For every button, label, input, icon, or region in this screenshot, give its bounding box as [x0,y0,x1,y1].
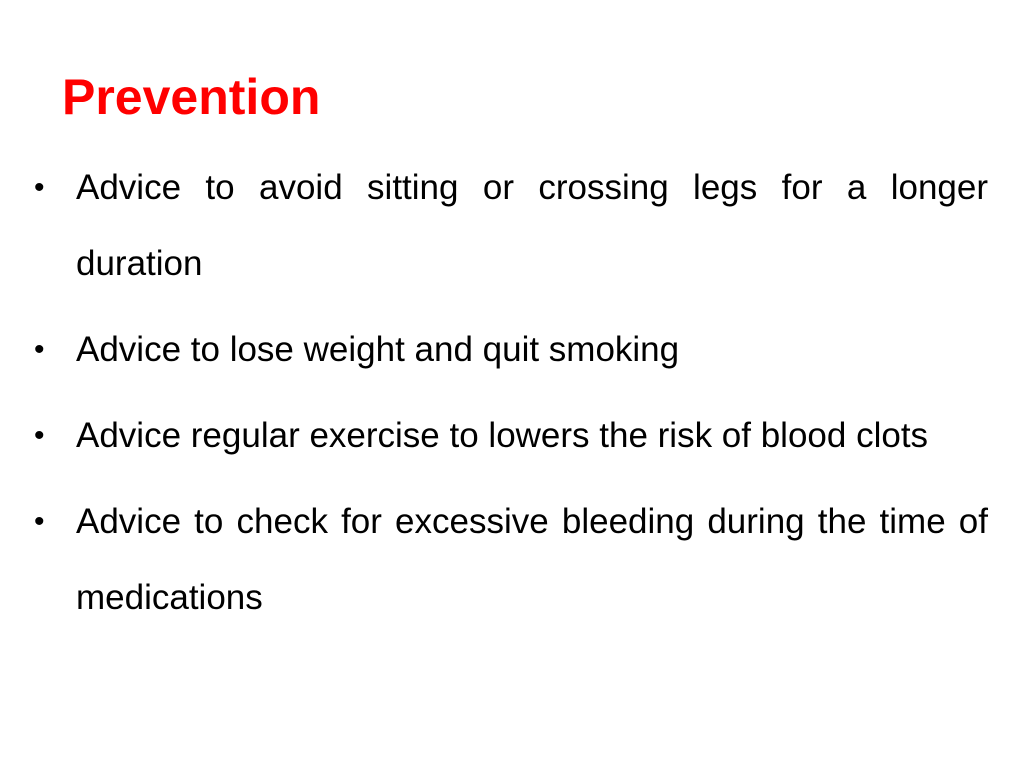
bullet-icon: • [34,505,45,538]
bullet-item [34,398,988,474]
slide-title: Prevention [62,69,321,125]
bullet-item [34,484,988,636]
bullet-item [34,150,988,302]
bullet-text: Advice to avoid sitting or crossing legs for a longer duration [76,168,988,283]
bullet-item [34,312,988,388]
bullet-text: Advice regular exercise to lowers the risk of blood clots [76,416,929,455]
bullet-list [34,150,988,646]
bullet-text: Advice to check for excessive bleeding during the time of medications [76,502,988,617]
bullet-icon: • [34,171,45,204]
bullet-text: Advice to lose weight and quit smoking [76,330,680,369]
bullet-icon: • [34,333,45,366]
bullet-icon: • [34,419,45,452]
